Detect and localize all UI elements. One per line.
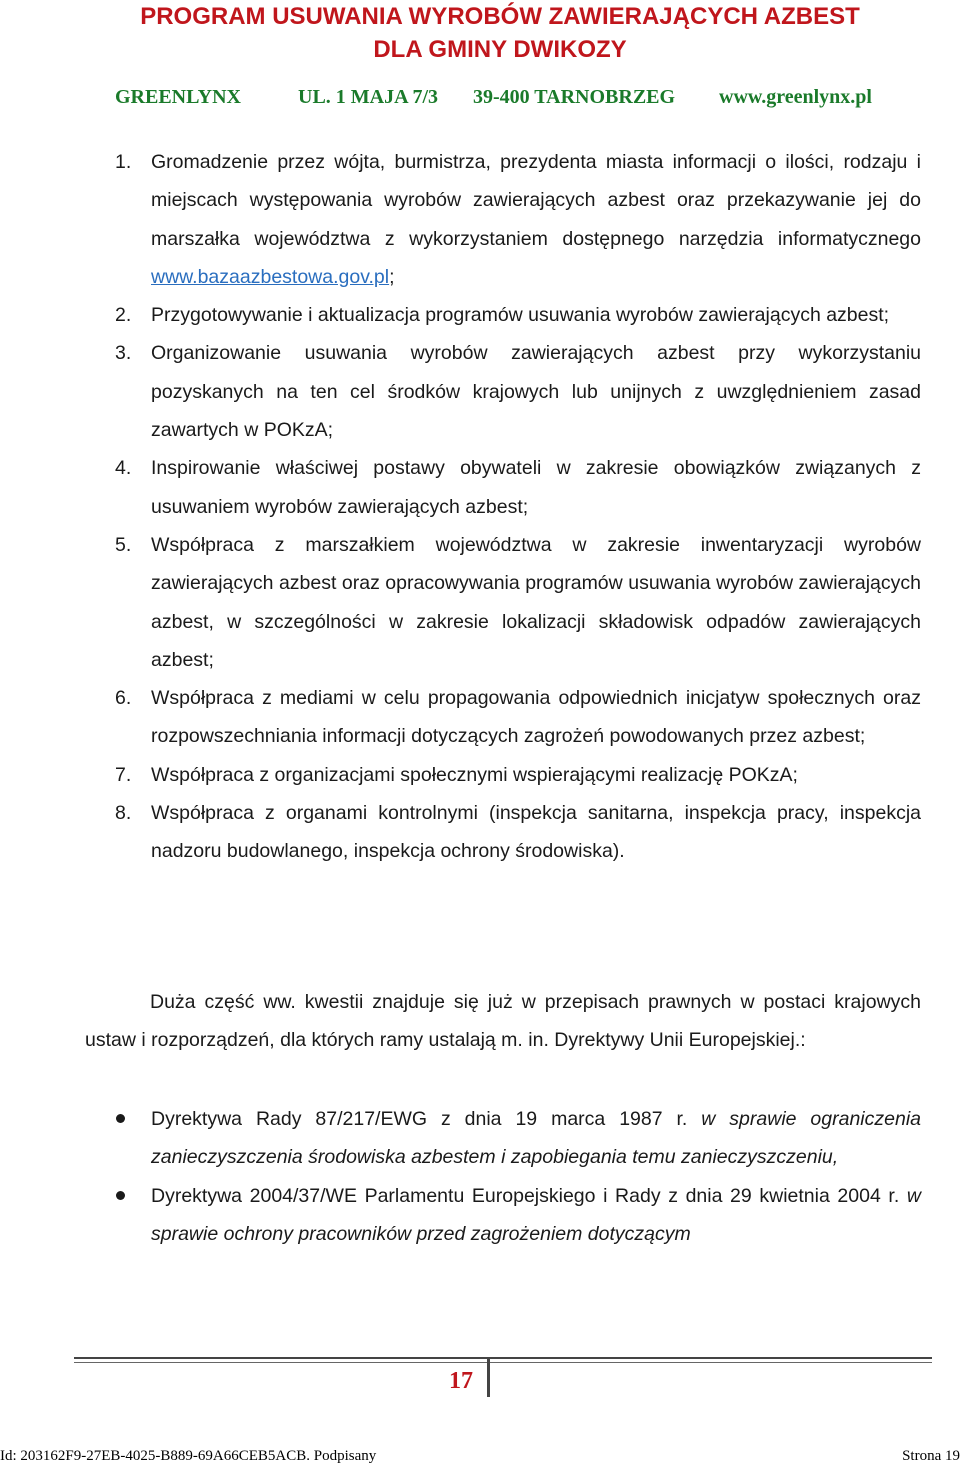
list-item-text-end: ; xyxy=(389,265,395,288)
header-title-line-2: DLA GMINY DWIKOZY xyxy=(373,36,627,63)
directive-subject: w sprawie ograniczenia zanieczyszczenia środowiska azbestem i zapobiegania temu zanieczyszczeniu, xyxy=(151,1108,921,1169)
list-item xyxy=(115,1100,921,1177)
company-street: UL. 1 MAJA 7/3 xyxy=(298,86,438,108)
directives-list xyxy=(115,1100,921,1253)
document-meta-bar xyxy=(0,1446,960,1467)
header-title-line-1: PROGRAM USUWANIA WYROBÓW ZAWIERAJĄCYCH AZBEST xyxy=(140,3,860,30)
directive-title: Dyrektywa 2004/37/WE Parlamentu Europejskiego i Rady z dnia 29 kwietnia 2004 r. xyxy=(151,1184,907,1207)
list-item-text: Inspirowanie właściwej postawy obywateli w zakresie obowiązków związanych z usuwaniem wyrobów zawierających azbest; xyxy=(151,457,921,518)
list-item xyxy=(115,794,921,871)
list-item-number: 2. xyxy=(115,304,132,327)
company-website[interactable]: www.greenlynx.pl xyxy=(719,86,872,108)
list-item xyxy=(115,296,921,334)
list-item-text: Gromadzenie przez wójta, burmistrza, prezydenta miasta informacji o ilości, rodzaju i miejscach występowania wyrobów zawierających azbest oraz przekazywanie jej do marszałka województwa z wykorzystaniem dostępnego narzędzia informatycznego xyxy=(151,151,921,250)
bullet-icon xyxy=(116,1114,125,1123)
body-paragraph: Duża część ww. kwestii znajduje się już w przepisach prawnych w postaci krajowych ustaw i rozporządzeń, dla których ramy ustalają m. in. Dyrektywy Unii Europejskiej.: xyxy=(85,991,921,1052)
footer-divider xyxy=(74,1357,932,1359)
list-item-text: Przygotowywanie i aktualizacja programów usuwania wyrobów zawierających azbest; xyxy=(151,304,890,327)
page-number: 17 xyxy=(449,1368,473,1394)
list-item-number: 6. xyxy=(115,687,132,710)
footer-divider-thin xyxy=(74,1362,932,1363)
list-item-text: Współpraca z marszałkiem województwa w zakresie inwentaryzacji wyrobów zawierających azbest oraz opracowywania programów usuwania wyrobów zawierających azbest, w szczególności w zakresie lokalizacji składowisk odpadów zawierających azbest; xyxy=(151,533,921,671)
list-item xyxy=(115,334,921,449)
list-item xyxy=(115,449,921,526)
directive-title: Dyrektywa Rady 87/217/EWG z dnia 19 marca 1987 r. xyxy=(151,1108,702,1130)
page-label: Strona 19 xyxy=(902,1448,960,1464)
list-item-number: 5. xyxy=(115,533,132,556)
list-item-text: Współpraca z mediami w celu propagowania odpowiednich inicjatyw społecznych oraz rozpowszechniania informacji dotyczących zagrożeń powodowanych przez azbest; xyxy=(151,687,921,748)
list-item xyxy=(115,679,921,756)
list-item-number: 7. xyxy=(115,763,132,786)
list-item-text: Współpraca z organami kontrolnymi (inspekcja sanitarna, inspekcja pracy, inspekcja nadzoru budowlanego, inspekcja ochrony środowiska). xyxy=(151,802,921,863)
company-city: 39-400 TARNOBRZEG xyxy=(473,86,676,108)
directive-subject: w sprawie ochrony pracowników przed zagrożeniem dotyczącym xyxy=(151,1184,921,1245)
list-item-text: Współpraca z organizacjami społecznymi wspierającymi realizację POKzA; xyxy=(151,763,798,786)
list-item xyxy=(115,1177,921,1254)
duties-list xyxy=(115,143,921,871)
list-item-number: 4. xyxy=(115,457,132,480)
footer-divider-tick xyxy=(487,1359,490,1397)
list-item xyxy=(115,143,921,296)
list-item xyxy=(115,526,921,679)
list-item-number: 8. xyxy=(115,802,132,825)
company-name: GREENLYNX xyxy=(115,86,241,108)
list-item xyxy=(115,756,921,794)
list-item-number: 1. xyxy=(115,151,132,173)
bazaazbestowa-link[interactable]: www.bazaazbestowa.gov.pl xyxy=(151,265,390,288)
document-id: Id: 203162F9-27EB-4025-B889-69A66CEB5ACB. Podpisany xyxy=(0,1448,377,1464)
list-item-number: 3. xyxy=(115,342,132,365)
bullet-icon xyxy=(116,1191,125,1200)
list-item-text: Organizowanie usuwania wyrobów zawierających azbest przy wykorzystaniu pozyskanych na ten cel środków krajowych lub unijnych z uwzględnieniem zasad zawartych w POKzA; xyxy=(151,342,921,442)
